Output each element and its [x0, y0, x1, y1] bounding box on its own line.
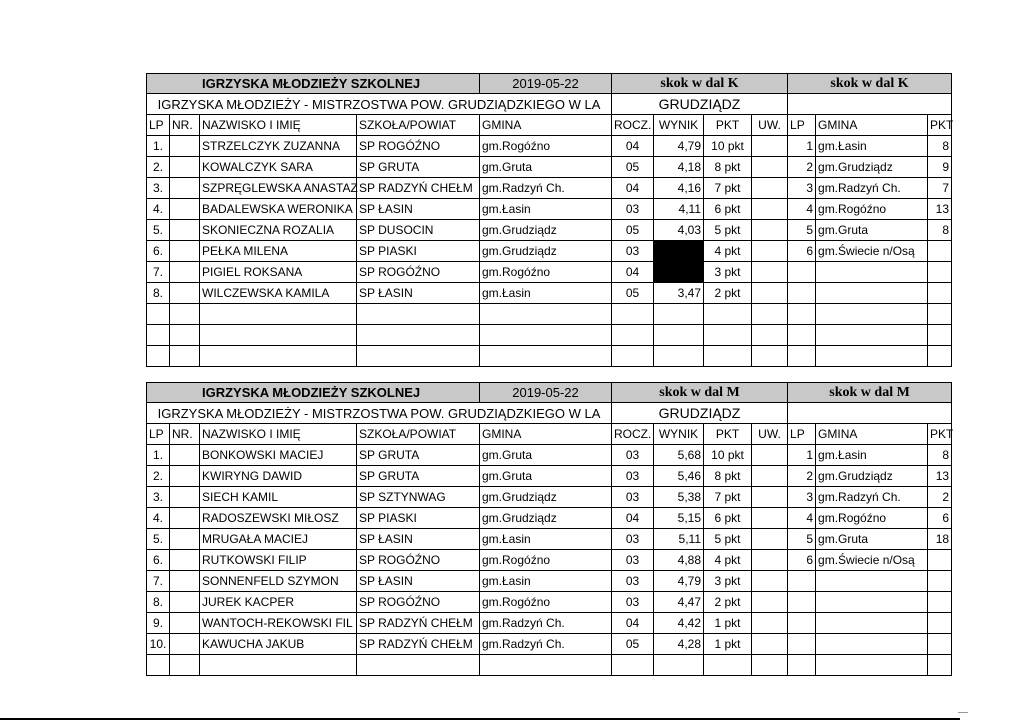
- row-pkt: 7 pkt: [704, 487, 752, 508]
- row-school: SP SZTYNWAG: [357, 487, 480, 508]
- row-lp: 1.: [147, 445, 170, 466]
- row-nr: [170, 220, 200, 241]
- row-gmina: gm.Łasin: [480, 199, 612, 220]
- row-school: SP RADZYŃ CHEŁM: [357, 178, 480, 199]
- table-row: [147, 241, 952, 262]
- row-lp2: 5: [788, 220, 816, 241]
- row-wynik: 5,46: [654, 466, 704, 487]
- row-lp2: 1: [788, 445, 816, 466]
- row-uw: [752, 613, 788, 634]
- row-nr: [170, 199, 200, 220]
- table-row: [147, 571, 952, 592]
- row-gmina: gm.Grudziądz: [480, 487, 612, 508]
- row-lp: 9.: [147, 613, 170, 634]
- row-uw: [752, 550, 788, 571]
- banner-date: 2019-05-22: [480, 74, 612, 94]
- results-body: [147, 136, 952, 367]
- col-header: GMINA: [816, 115, 928, 136]
- row-wynik: 4,11: [654, 199, 704, 220]
- row-nr: [170, 445, 200, 466]
- subtitle-row: [147, 94, 952, 115]
- row-lp: 7.: [147, 571, 170, 592]
- table-row: [147, 157, 952, 178]
- row-rocz: 03: [612, 487, 654, 508]
- row-nr: [170, 466, 200, 487]
- row-pkt2: 13: [928, 466, 952, 487]
- row-uw: [752, 136, 788, 157]
- row-pkt2: 8: [928, 136, 952, 157]
- row-wynik: 5,15: [654, 508, 704, 529]
- col-header: GMINA: [480, 115, 612, 136]
- row-pkt2: 9: [928, 157, 952, 178]
- row-pkt2: [928, 283, 952, 304]
- row-pkt2: [928, 592, 952, 613]
- header-row: [147, 424, 952, 445]
- row-pkt2: 6: [928, 508, 952, 529]
- row-pkt: 3 pkt: [704, 262, 752, 283]
- row-gmina2: gm.Rogóźno: [816, 199, 928, 220]
- table-row: [147, 199, 952, 220]
- row-lp: 4.: [147, 508, 170, 529]
- row-name: WANTOCH-REKOWSKI FIL: [200, 613, 357, 634]
- row-name: KOWALCZYK SARA: [200, 157, 357, 178]
- subtitle: IGRZYSKA MŁODZIEŻY - MISTRZOSTWA POW. GRUDZIĄDZKIEGO W LA: [147, 94, 612, 115]
- row-pkt: 2 pkt: [704, 283, 752, 304]
- row-gmina2: gm.Radzyń Ch.: [816, 487, 928, 508]
- row-lp2: 5: [788, 529, 816, 550]
- empty-row: [147, 346, 952, 367]
- results-table-k: [146, 73, 952, 390]
- row-gmina2: gm.Łasin: [816, 136, 928, 157]
- row-gmina2: gm.Grudziądz: [816, 157, 928, 178]
- row-pkt: 6 pkt: [704, 508, 752, 529]
- row-nr: [170, 487, 200, 508]
- col-header: ROCZ.: [612, 424, 654, 445]
- row-pkt: 6 pkt: [704, 199, 752, 220]
- row-rocz: 04: [612, 178, 654, 199]
- row-nr: [170, 241, 200, 262]
- row-name: SIECH KAMIL: [200, 487, 357, 508]
- row-name: WILCZEWSKA KAMILA: [200, 283, 357, 304]
- row-nr: [170, 508, 200, 529]
- row-pkt2: [928, 241, 952, 262]
- row-gmina2: gm.Gruta: [816, 529, 928, 550]
- row-gmina2: [816, 262, 928, 283]
- row-lp: 8.: [147, 283, 170, 304]
- table-row: [147, 178, 952, 199]
- row-lp2: 6: [788, 241, 816, 262]
- row-name: PEŁKA MILENA: [200, 241, 357, 262]
- row-uw: [752, 199, 788, 220]
- row-uw: [752, 178, 788, 199]
- row-lp2: 3: [788, 178, 816, 199]
- row-gmina2: gm.Świecie n/Osą: [816, 550, 928, 571]
- row-uw: [752, 592, 788, 613]
- row-lp2: 1: [788, 136, 816, 157]
- row-uw: [752, 283, 788, 304]
- col-header: NR.: [170, 115, 200, 136]
- col-header: LP: [788, 115, 816, 136]
- row-lp2: [788, 613, 816, 634]
- row-name: KWIRYNG DAWID: [200, 466, 357, 487]
- row-lp: 5.: [147, 220, 170, 241]
- row-wynik: 4,28: [654, 634, 704, 655]
- row-lp: 3.: [147, 487, 170, 508]
- table-row: [147, 220, 952, 241]
- col-header: GMINA: [480, 424, 612, 445]
- row-pkt: 10 pkt: [704, 136, 752, 157]
- row-rocz: 04: [612, 262, 654, 283]
- row-gmina: gm.Łasin: [480, 529, 612, 550]
- row-gmina2: [816, 283, 928, 304]
- row-nr: [170, 550, 200, 571]
- row-pkt2: 8: [928, 220, 952, 241]
- row-school: SP GRUTA: [357, 466, 480, 487]
- row-wynik: 4,18: [654, 157, 704, 178]
- row-lp: 2.: [147, 157, 170, 178]
- row-wynik: 4,79: [654, 571, 704, 592]
- row-wynik: 4,03: [654, 220, 704, 241]
- row-lp: 6.: [147, 550, 170, 571]
- row-name: BADALEWSKA WERONIKA: [200, 199, 357, 220]
- row-lp2: [788, 592, 816, 613]
- row-pkt2: 8: [928, 445, 952, 466]
- row-wynik: 4,16: [654, 178, 704, 199]
- table-row: [147, 592, 952, 613]
- row-lp: 7.: [147, 262, 170, 283]
- row-lp2: [788, 634, 816, 655]
- row-school: SP ROGÓŹNO: [357, 262, 480, 283]
- row-pkt: 4 pkt: [704, 241, 752, 262]
- row-pkt2: [928, 634, 952, 655]
- banner-title: IGRZYSKA MŁODZIEŻY SZKOLNEJ: [147, 74, 357, 94]
- col-header: LP: [147, 424, 170, 445]
- row-rocz: 05: [612, 634, 654, 655]
- row-nr: [170, 592, 200, 613]
- row-name: RUTKOWSKI FILIP: [200, 550, 357, 571]
- row-rocz: 05: [612, 157, 654, 178]
- row-school: SP ŁASIN: [357, 199, 480, 220]
- col-header: LP: [147, 115, 170, 136]
- row-nr: [170, 136, 200, 157]
- row-gmina: gm.Grudziądz: [480, 220, 612, 241]
- banner-date: 2019-05-22: [480, 383, 612, 403]
- row-gmina2: gm.Grudziądz: [816, 466, 928, 487]
- subtitle-row: [147, 403, 952, 424]
- row-nr: [170, 571, 200, 592]
- row-gmina2: gm.Łasin: [816, 445, 928, 466]
- col-header: SZKOŁA/POWIAT: [357, 115, 480, 136]
- row-gmina: gm.Gruta: [480, 157, 612, 178]
- banner-title: IGRZYSKA MŁODZIEŻY SZKOLNEJ: [147, 383, 357, 403]
- row-name: SZPRĘGLEWSKA ANASTAZ: [200, 178, 357, 199]
- row-gmina: gm.Grudziądz: [480, 241, 612, 262]
- row-rocz: 03: [612, 445, 654, 466]
- col-header: PKT: [704, 424, 752, 445]
- col-header: WYNIK: [654, 424, 704, 445]
- row-pkt: 8 pkt: [704, 157, 752, 178]
- col-header: WYNIK: [654, 115, 704, 136]
- row-pkt: 1 pkt: [704, 613, 752, 634]
- col-header: PKT: [928, 424, 952, 445]
- col-header: NAZWISKO I IMIĘ: [200, 115, 357, 136]
- row-nr: [170, 634, 200, 655]
- col-header: NR.: [170, 424, 200, 445]
- city: GRUDZIĄDZ: [612, 403, 788, 424]
- row-gmina2: [816, 571, 928, 592]
- row-name: KAWUCHA JAKUB: [200, 634, 357, 655]
- row-gmina2: gm.Rogóźno: [816, 508, 928, 529]
- row-lp: 1.: [147, 136, 170, 157]
- col-header: LP: [788, 424, 816, 445]
- event-name-right: skok w dal M: [788, 383, 952, 403]
- row-gmina: gm.Radzyń Ch.: [480, 613, 612, 634]
- row-school: SP PIASKI: [357, 508, 480, 529]
- row-lp: 5.: [147, 529, 170, 550]
- table-row: [147, 445, 952, 466]
- row-school: SP PIASKI: [357, 241, 480, 262]
- row-wynik: 5,38: [654, 487, 704, 508]
- row-school: SP ROGÓŹNO: [357, 136, 480, 157]
- row-lp: 6.: [147, 241, 170, 262]
- row-wynik: 4,47: [654, 592, 704, 613]
- row-wynik: 5,68: [654, 445, 704, 466]
- row-school: SP DUSOCIN: [357, 220, 480, 241]
- row-lp: 8.: [147, 592, 170, 613]
- row-pkt2: 13: [928, 199, 952, 220]
- row-school: SP ROGÓŹNO: [357, 550, 480, 571]
- row-school: SP RADZYŃ CHEŁM: [357, 634, 480, 655]
- empty-row: [147, 655, 952, 676]
- row-lp2: 2: [788, 157, 816, 178]
- row-uw: [752, 634, 788, 655]
- row-wynik: [654, 262, 704, 283]
- row-uw: [752, 241, 788, 262]
- results-table-m: [146, 382, 952, 676]
- table-row: [147, 508, 952, 529]
- col-header: PKT: [928, 115, 952, 136]
- row-rocz: 03: [612, 529, 654, 550]
- row-school: SP RADZYŃ CHEŁM: [357, 613, 480, 634]
- row-name: JUREK KACPER: [200, 592, 357, 613]
- row-pkt2: 7: [928, 178, 952, 199]
- event-name: skok w dal M: [612, 383, 788, 403]
- row-lp2: 4: [788, 508, 816, 529]
- row-wynik: 5,11: [654, 529, 704, 550]
- row-pkt2: [928, 571, 952, 592]
- row-rocz: 05: [612, 283, 654, 304]
- event-name-right: skok w dal K: [788, 74, 952, 94]
- row-pkt: 5 pkt: [704, 220, 752, 241]
- row-rocz: 03: [612, 466, 654, 487]
- banner-row: [147, 74, 952, 94]
- row-lp2: [788, 262, 816, 283]
- col-header: ROCZ.: [612, 115, 654, 136]
- empty-row: [147, 325, 952, 346]
- row-rocz: 04: [612, 136, 654, 157]
- row-nr: [170, 262, 200, 283]
- row-pkt: 2 pkt: [704, 592, 752, 613]
- row-gmina: gm.Grudziądz: [480, 508, 612, 529]
- row-pkt: 5 pkt: [704, 529, 752, 550]
- row-uw: [752, 157, 788, 178]
- row-gmina2: gm.Gruta: [816, 220, 928, 241]
- row-pkt: 3 pkt: [704, 571, 752, 592]
- row-gmina: gm.Gruta: [480, 445, 612, 466]
- row-lp: 3.: [147, 178, 170, 199]
- row-school: SP GRUTA: [357, 157, 480, 178]
- row-gmina2: [816, 613, 928, 634]
- row-gmina2: [816, 634, 928, 655]
- row-rocz: 03: [612, 592, 654, 613]
- empty-row: [147, 304, 952, 325]
- table-row: [147, 529, 952, 550]
- row-wynik: 4,88: [654, 550, 704, 571]
- row-gmina: gm.Rogóźno: [480, 550, 612, 571]
- col-header: NAZWISKO I IMIĘ: [200, 424, 357, 445]
- row-name: SONNENFELD SZYMON: [200, 571, 357, 592]
- row-lp2: 6: [788, 550, 816, 571]
- row-name: SKONIECZNA ROZALIA: [200, 220, 357, 241]
- row-school: SP ŁASIN: [357, 571, 480, 592]
- row-nr: [170, 178, 200, 199]
- row-wynik: 4,79: [654, 136, 704, 157]
- event-name: skok w dal K: [612, 74, 788, 94]
- row-gmina: gm.Radzyń Ch.: [480, 178, 612, 199]
- city: GRUDZIĄDZ: [612, 94, 788, 115]
- row-pkt: 8 pkt: [704, 466, 752, 487]
- row-nr: [170, 613, 200, 634]
- row-gmina2: gm.Świecie n/Osą: [816, 241, 928, 262]
- subtitle: IGRZYSKA MŁODZIEŻY - MISTRZOSTWA POW. GRUDZIĄDZKIEGO W LA: [147, 403, 612, 424]
- row-pkt2: [928, 550, 952, 571]
- row-name: PIGIEL ROKSANA: [200, 262, 357, 283]
- row-pkt2: 2: [928, 487, 952, 508]
- row-gmina: gm.Gruta: [480, 466, 612, 487]
- row-lp2: 4: [788, 199, 816, 220]
- row-gmina: gm.Radzyń Ch.: [480, 634, 612, 655]
- row-uw: [752, 262, 788, 283]
- row-school: SP ROGÓŹNO: [357, 592, 480, 613]
- col-header: UW.: [752, 115, 788, 136]
- row-gmina: gm.Łasin: [480, 571, 612, 592]
- row-lp2: 3: [788, 487, 816, 508]
- row-lp: 10.: [147, 634, 170, 655]
- row-wynik: 3,47: [654, 283, 704, 304]
- row-uw: [752, 571, 788, 592]
- table-row: [147, 136, 952, 157]
- row-uw: [752, 466, 788, 487]
- table-row: [147, 262, 952, 283]
- row-rocz: 03: [612, 571, 654, 592]
- row-lp2: [788, 283, 816, 304]
- col-header: UW.: [752, 424, 788, 445]
- row-pkt2: 18: [928, 529, 952, 550]
- row-lp: 4.: [147, 199, 170, 220]
- row-pkt: 1 pkt: [704, 634, 752, 655]
- col-header: PKT: [704, 115, 752, 136]
- row-pkt2: [928, 613, 952, 634]
- page-edge-line: [0, 718, 960, 720]
- row-nr: [170, 283, 200, 304]
- table-row: [147, 283, 952, 304]
- row-name: BONKOWSKI MACIEJ: [200, 445, 357, 466]
- row-rocz: 03: [612, 241, 654, 262]
- row-gmina: gm.Rogóźno: [480, 262, 612, 283]
- row-gmina: gm.Łasin: [480, 283, 612, 304]
- row-uw: [752, 445, 788, 466]
- row-pkt: 4 pkt: [704, 550, 752, 571]
- row-name: MRUGAŁA MACIEJ: [200, 529, 357, 550]
- row-lp2: [788, 571, 816, 592]
- header-row: [147, 115, 952, 136]
- row-pkt: 10 pkt: [704, 445, 752, 466]
- table-row: [147, 466, 952, 487]
- row-school: SP ŁASIN: [357, 283, 480, 304]
- col-header: GMINA: [816, 424, 928, 445]
- row-nr: [170, 157, 200, 178]
- row-uw: [752, 487, 788, 508]
- row-pkt2: [928, 262, 952, 283]
- row-school: SP GRUTA: [357, 445, 480, 466]
- row-pkt: 7 pkt: [704, 178, 752, 199]
- row-uw: [752, 220, 788, 241]
- col-header: SZKOŁA/POWIAT: [357, 424, 480, 445]
- row-name: STRZELCZYK ZUZANNA: [200, 136, 357, 157]
- row-gmina: gm.Rogóźno: [480, 136, 612, 157]
- table-row: [147, 487, 952, 508]
- table-row: [147, 613, 952, 634]
- row-rocz: 05: [612, 220, 654, 241]
- table-row: [147, 550, 952, 571]
- row-uw: [752, 529, 788, 550]
- row-wynik: 4,42: [654, 613, 704, 634]
- row-rocz: 03: [612, 199, 654, 220]
- row-rocz: 03: [612, 550, 654, 571]
- row-gmina: gm.Rogóźno: [480, 592, 612, 613]
- row-lp: 2.: [147, 466, 170, 487]
- row-wynik: [654, 241, 704, 262]
- row-rocz: 04: [612, 613, 654, 634]
- row-rocz: 04: [612, 508, 654, 529]
- table-row: [147, 634, 952, 655]
- row-gmina2: [816, 592, 928, 613]
- banner-row: [147, 383, 952, 403]
- row-nr: [170, 529, 200, 550]
- row-uw: [752, 508, 788, 529]
- row-lp2: 2: [788, 466, 816, 487]
- row-gmina2: gm.Radzyń Ch.: [816, 178, 928, 199]
- row-school: SP ŁASIN: [357, 529, 480, 550]
- row-name: RADOSZEWSKI MIŁOSZ: [200, 508, 357, 529]
- results-body: [147, 445, 952, 676]
